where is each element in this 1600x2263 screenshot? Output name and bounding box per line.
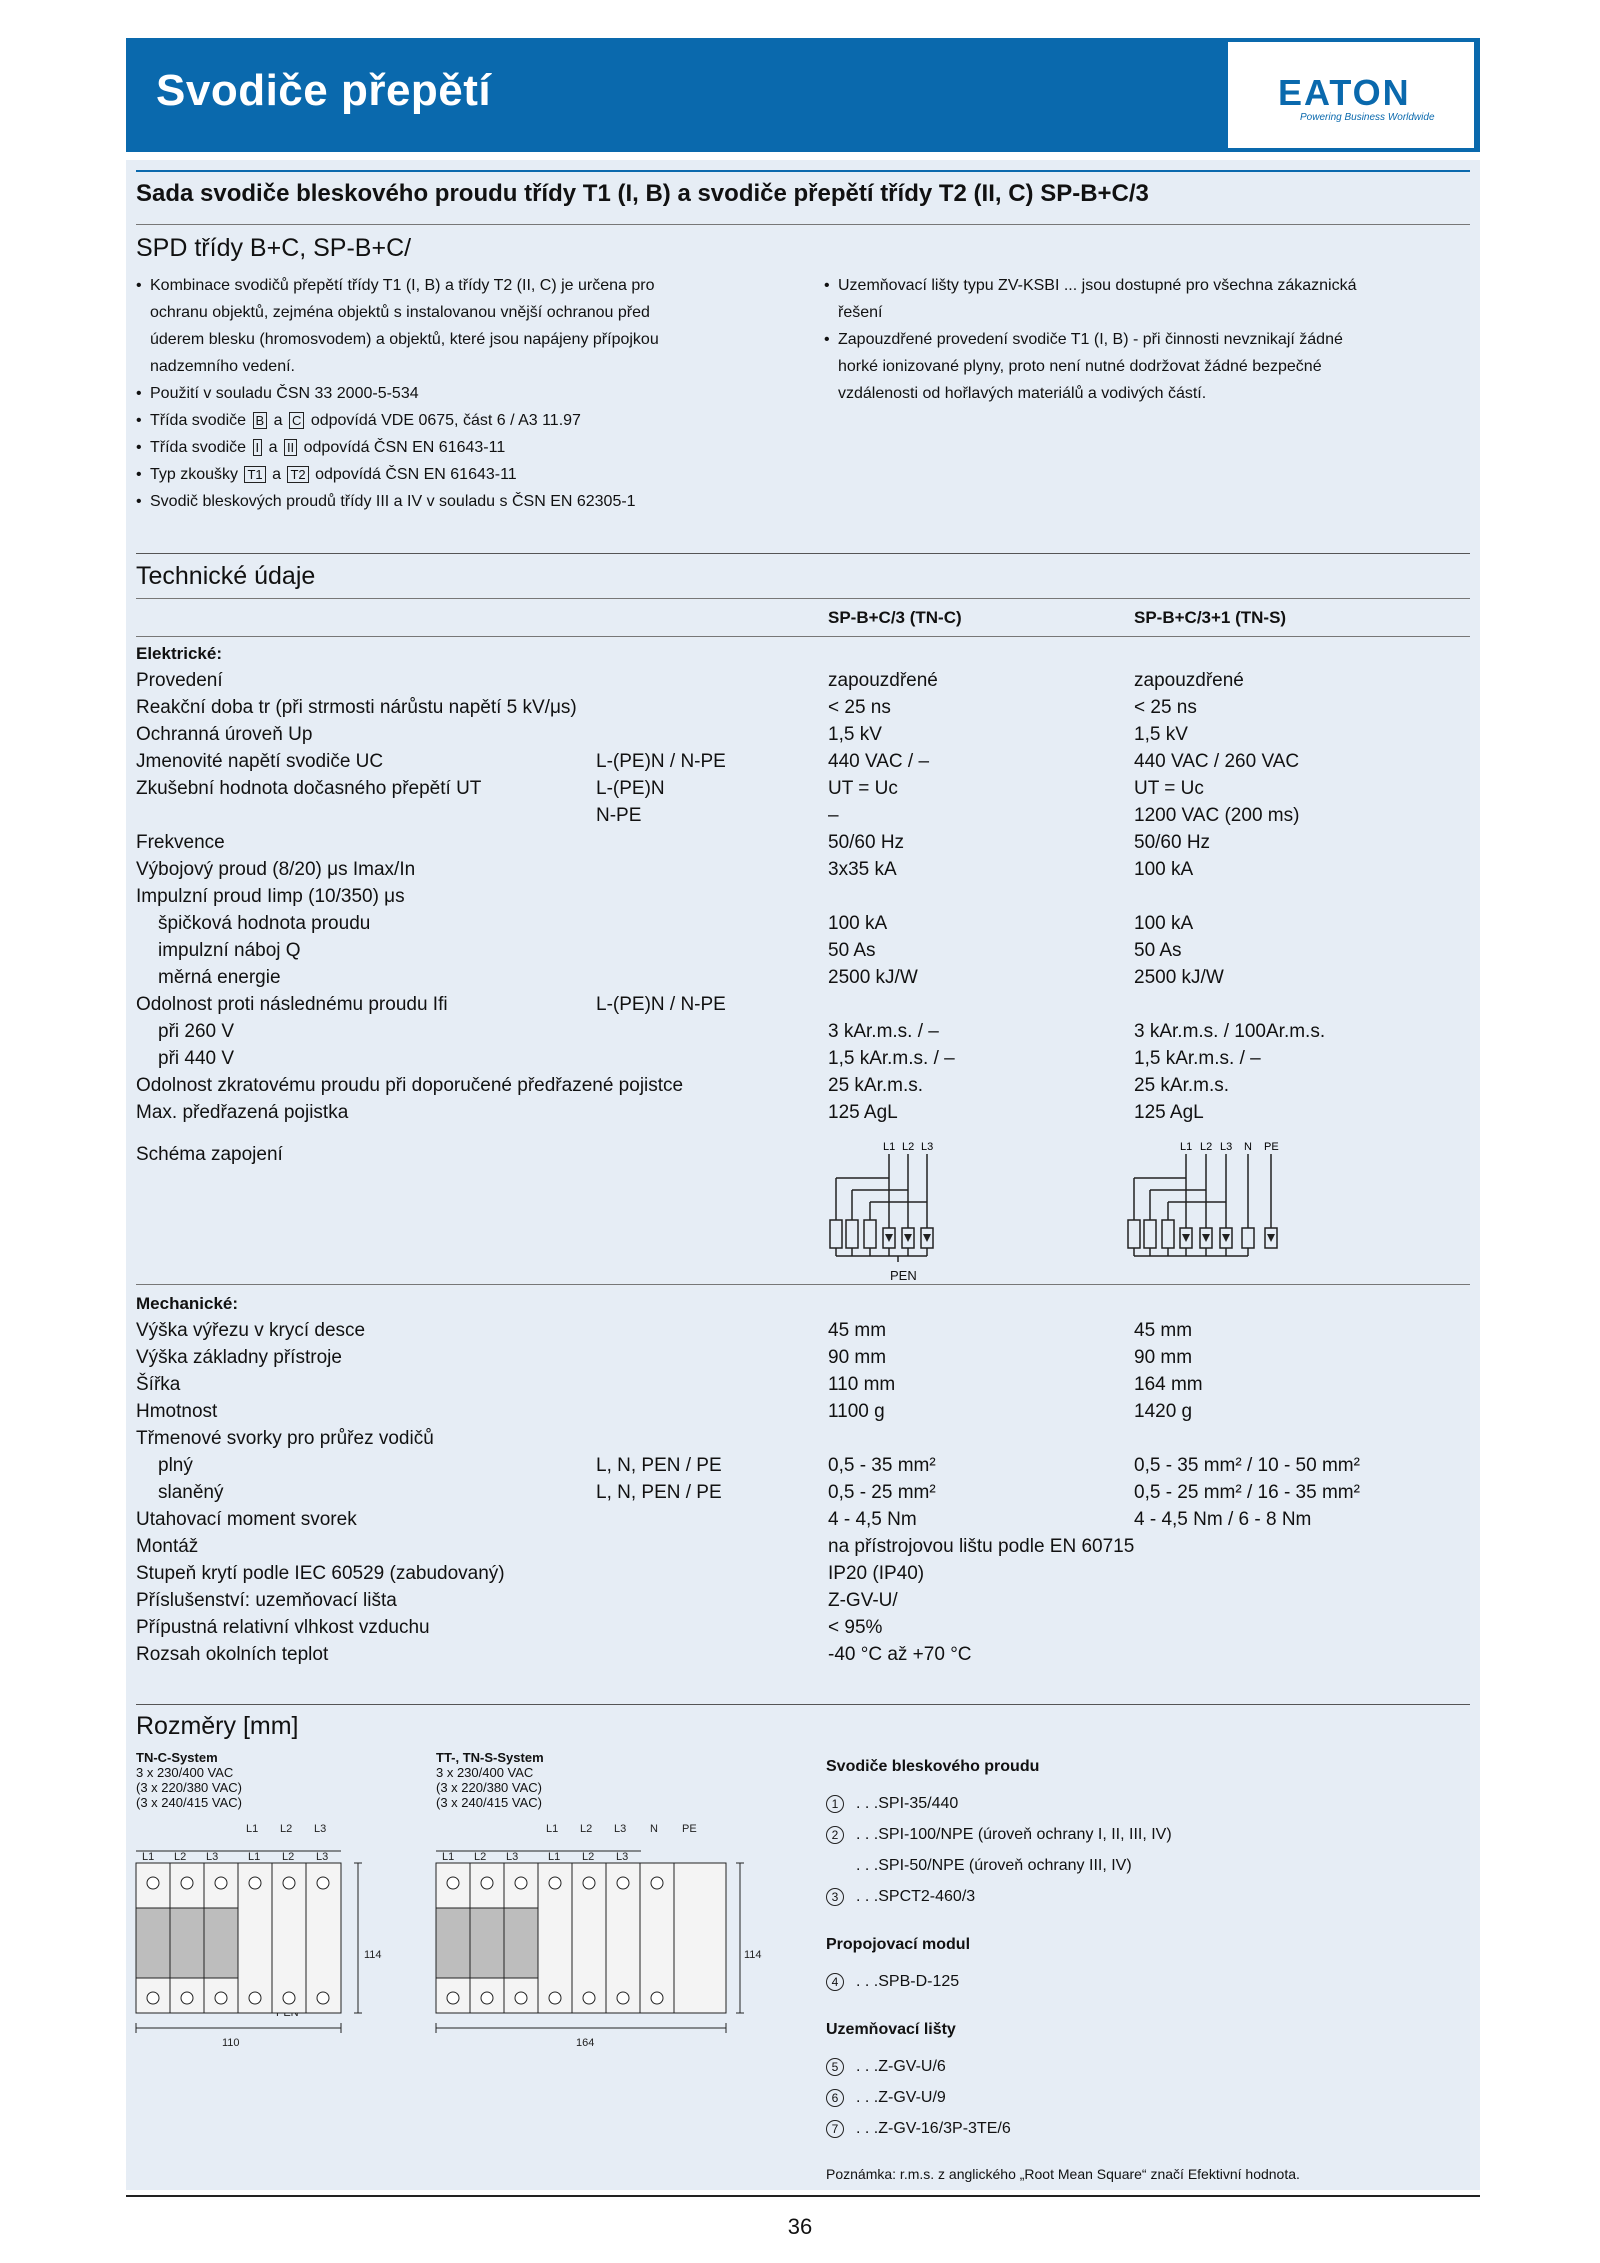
table-row <box>136 1099 1470 1126</box>
electrical-spec-table <box>136 640 1470 1126</box>
legend-heading: Svodiče bleskového proudu <box>826 1758 1040 1775</box>
table-cell: 1100 g <box>828 1401 885 1422</box>
table-cell: 1,5 kV <box>1134 724 1188 745</box>
module-label: L2 <box>282 1851 295 1863</box>
table-cell: impulzní náboj Q <box>158 940 301 961</box>
height-label: 114 <box>364 1949 382 1961</box>
bullet-text: nadzemního vedení. <box>150 358 295 375</box>
table-cell: Provedení <box>136 670 223 691</box>
legend-item <box>826 1819 1456 1850</box>
module-label: L1 <box>442 1851 455 1863</box>
table-cell: < 25 ns <box>1134 697 1197 718</box>
divider <box>136 1284 1470 1285</box>
table-cell: < 25 ns <box>828 697 891 718</box>
table-cell: Utahovací moment svorek <box>136 1509 357 1530</box>
table-cell: slaněný <box>158 1482 224 1503</box>
legend-text: . . .Z-GV-U/6 <box>856 2058 946 2075</box>
system-name: TN-C-System <box>136 1750 218 1765</box>
eaton-logo <box>1228 42 1474 148</box>
legend-item <box>826 2051 1456 2082</box>
voltage-line: 3 x 230/400 VAC <box>436 1765 534 1780</box>
table-cell: 1,5 kV <box>828 724 882 745</box>
dimension-drawing-tn-c <box>126 1818 426 2083</box>
top-label: L1 <box>546 1823 559 1835</box>
table-cell: Přípustná relativní vlhkost vzduchu <box>136 1617 430 1638</box>
table-cell: 0,5 - 25 mm² <box>828 1482 936 1503</box>
legend-item <box>826 1788 1456 1819</box>
page-number: 36 <box>787 2214 813 2239</box>
table-cell: 125 AgL <box>1134 1102 1204 1123</box>
table-cell: 164 mm <box>1134 1374 1203 1395</box>
table-cell: L, N, PEN / PE <box>596 1482 722 1503</box>
table-cell: plný <box>158 1455 193 1476</box>
class-box: B <box>253 412 268 429</box>
module-label: L2 <box>474 1851 487 1863</box>
class-box: C <box>289 412 304 429</box>
voltage-line: 3 x 230/400 VAC <box>136 1765 234 1780</box>
pen-label: PEN <box>890 1268 917 1283</box>
line-label: N <box>1244 1141 1252 1153</box>
table-cell: 0,5 - 25 mm² / 16 - 35 mm² <box>1134 1482 1360 1503</box>
table-cell: při 440 V <box>158 1048 235 1069</box>
feature-list-right <box>824 272 1464 407</box>
legend-text: . . .Z-GV-16/3P-3TE/6 <box>856 2120 1011 2137</box>
list-item <box>136 380 796 407</box>
bullet-text: a <box>268 439 278 456</box>
table-row <box>136 1533 1470 1560</box>
section-rule <box>136 1704 1470 1705</box>
line-label: L1 <box>883 1141 896 1153</box>
module-label: L2 <box>174 1851 187 1863</box>
table-cell: Odolnost zkratovému proudu při doporučené předřazené pojistce <box>136 1075 684 1096</box>
table-cell: 45 mm <box>828 1320 887 1341</box>
mechanical-rows <box>136 1317 1470 1668</box>
table-cell: Max. předřazená pojistka <box>136 1102 349 1123</box>
table-row <box>136 1560 1470 1587</box>
bullet-text: horké ionizované plyny, proto není nutné dodržovat žádné bezpečné <box>838 358 1322 375</box>
table-cell: N-PE <box>596 805 642 826</box>
table-cell: UT = Uc <box>828 778 898 799</box>
module-label: L1 <box>142 1851 155 1863</box>
table-cell: špičková hodnota proudu <box>158 913 371 934</box>
top-label: L1 <box>246 1823 259 1835</box>
system-name: TT-, TN-S-System <box>436 1750 544 1765</box>
list-item <box>824 326 1464 407</box>
table-cell: 1200 VAC (200 ms) <box>1134 805 1300 826</box>
table-row <box>136 1452 1470 1479</box>
table-cell: 50 As <box>828 940 876 961</box>
legend-heading: Uzemňovací lišty <box>826 2021 956 2038</box>
table-cell: Hmotnost <box>136 1401 218 1422</box>
module-label: L3 <box>206 1851 219 1863</box>
table-cell: Šířka <box>136 1374 181 1395</box>
group-label <box>136 1290 1470 1317</box>
table-cell: 1,5 kAr.m.s. / – <box>1134 1048 1261 1069</box>
table-row <box>136 694 1470 721</box>
table-row <box>136 1317 1470 1344</box>
table-row <box>136 1425 1470 1452</box>
list-item <box>824 272 1464 326</box>
top-rule <box>136 170 1470 172</box>
bullet-text: Svodič bleskových proudů třídy III a IV v souladu s ČSN EN 62305-1 <box>150 493 636 510</box>
product-subheading: SPD třídy B+C, SP-B+C/ <box>136 234 412 262</box>
column-header-2: SP-B+C/3+1 (TN-S) <box>1134 608 1287 627</box>
table-row <box>136 1506 1470 1533</box>
divider <box>136 224 1470 225</box>
line-label: L3 <box>1220 1141 1233 1153</box>
table-row <box>136 1641 1470 1668</box>
top-label: L2 <box>280 1823 293 1835</box>
line-label: PE <box>1264 1141 1279 1153</box>
product-heading: Sada svodiče bleskového proudu třídy T1 (I, B) a svodiče přepětí třídy T2 (II, C) SP-B+C/3 <box>136 180 1149 207</box>
module-label: L1 <box>548 1851 561 1863</box>
table-cell: 45 mm <box>1134 1320 1193 1341</box>
table-cell: 1,5 kAr.m.s. / – <box>828 1048 955 1069</box>
table-cell: 440 VAC / 260 VAC <box>1134 751 1300 772</box>
column-header-1: SP-B+C/3 (TN-C) <box>828 608 962 627</box>
table-row <box>136 910 1470 937</box>
table-cell: 3 kAr.m.s. / – <box>828 1021 939 1042</box>
table-row <box>136 829 1470 856</box>
table-cell: Reakční doba tr (při strmosti nárůstu napětí 5 kV/μs) <box>136 697 577 718</box>
module-label: L1 <box>248 1851 261 1863</box>
footnote: Poznámka: r.m.s. z anglického „Root Mean Square“ značí Efektivní hodnota. <box>826 2166 1300 2182</box>
list-item <box>136 272 796 380</box>
table-row <box>136 856 1470 883</box>
table-cell: < 95% <box>828 1617 883 1638</box>
divider <box>136 598 1470 599</box>
table-cell: 110 mm <box>828 1374 896 1395</box>
group-title: Elektrické: <box>136 644 222 663</box>
list-item <box>136 434 796 461</box>
table-cell: Ochranná úroveň Up <box>136 724 313 745</box>
module-label: L3 <box>506 1851 519 1863</box>
legend-item <box>826 2113 1456 2144</box>
legend-text: . . .SPCT2-460/3 <box>856 1888 976 1905</box>
mechanical-spec-table <box>136 1290 1470 1668</box>
section-rule <box>136 553 1470 554</box>
dimension-drawing-tn-s <box>426 1818 766 2083</box>
table-cell: zapouzdřené <box>828 670 938 691</box>
top-label: L3 <box>614 1823 627 1835</box>
callout-number: 3 <box>826 1888 844 1906</box>
bullet-text: Zapouzdřené provedení svodiče T1 (I, B) - při činnosti nevznikají žádné <box>838 331 1343 348</box>
line-label: L2 <box>1200 1141 1213 1153</box>
top-label: PE <box>682 1823 697 1835</box>
callout-number: 4 <box>826 1973 844 1991</box>
table-row <box>136 775 1470 802</box>
module-label: L3 <box>316 1851 329 1863</box>
legend-item <box>826 1966 1456 1997</box>
bullet-text: odpovídá ČSN EN 61643-11 <box>303 439 506 456</box>
module-label: L3 <box>616 1851 629 1863</box>
voltage-line: (3 x 240/415 VAC) <box>436 1795 542 1810</box>
table-cell: na přístrojovou lištu podle EN 60715 <box>828 1536 1135 1557</box>
dim1-caption <box>136 1750 242 1810</box>
table-row <box>136 937 1470 964</box>
legend-text: . . .SPB-D-125 <box>856 1973 960 1990</box>
table-cell: 25 kAr.m.s. <box>828 1075 924 1096</box>
table-cell: 3 kAr.m.s. / 100Ar.m.s. <box>1134 1021 1326 1042</box>
legend-text: . . .SPI-35/440 <box>856 1795 959 1812</box>
content-panel <box>126 160 1480 2190</box>
class-box: I <box>253 439 263 456</box>
table-cell: 100 kA <box>1134 859 1194 880</box>
table-row <box>136 721 1470 748</box>
table-cell: Odolnost proti následnému proudu Ifi <box>136 994 448 1015</box>
header-banner <box>126 38 1480 152</box>
group-title: Mechanické: <box>136 1294 239 1313</box>
callout-number: 1 <box>826 1795 844 1813</box>
table-cell: 50/60 Hz <box>1134 832 1211 853</box>
table-row <box>136 1371 1470 1398</box>
table-cell: 2500 kJ/W <box>828 967 918 988</box>
table-cell: 440 VAC / – <box>828 751 930 772</box>
table-cell: Zkušební hodnota dočasného přepětí UT <box>136 778 482 799</box>
table-cell: L-(PE)N / N-PE <box>596 994 726 1015</box>
bullet-text: řešení <box>838 304 883 321</box>
voltage-line: (3 x 220/380 VAC) <box>136 1780 242 1795</box>
dim2-caption <box>436 1750 544 1810</box>
table-row <box>136 1045 1470 1072</box>
voltage-line: (3 x 240/415 VAC) <box>136 1795 242 1810</box>
bullet-text: Kombinace svodičů přepětí třídy T1 (I, B) a třídy T2 (II, C) je určena pro <box>150 277 655 294</box>
class-box: T1 <box>244 466 265 483</box>
table-cell: 4 - 4,5 Nm / 6 - 8 Nm <box>1134 1509 1312 1530</box>
bullet-text: Třída svodiče <box>150 439 247 456</box>
table-cell: Výška základny přístroje <box>136 1347 342 1368</box>
table-cell: 50 As <box>1134 940 1182 961</box>
page-title: Svodiče přepětí <box>156 66 492 115</box>
table-cell: Montáž <box>136 1536 199 1557</box>
table-cell: 1420 g <box>1134 1401 1193 1422</box>
table-cell: UT = Uc <box>1134 778 1204 799</box>
table-cell: 0,5 - 35 mm² / 10 - 50 mm² <box>1134 1455 1360 1476</box>
table-row <box>136 1018 1470 1045</box>
schema-diagram-tn-s <box>1126 1138 1306 1268</box>
schema-label: Schéma zapojení <box>136 1144 283 1165</box>
electrical-rows <box>136 667 1470 1126</box>
bullet-text: odpovídá VDE 0675, část 6 / A3 11.97 <box>310 412 581 429</box>
legend-heading: Propojovací modul <box>826 1936 971 1953</box>
table-cell: IP20 (IP40) <box>828 1563 925 1584</box>
bullet-text: Typ zkoušky <box>150 466 239 483</box>
table-cell: 2500 kJ/W <box>1134 967 1224 988</box>
table-cell: Z-GV-U/ <box>828 1590 898 1611</box>
footer-rule <box>126 2195 1480 2197</box>
table-cell: měrná energie <box>158 967 281 988</box>
table-cell: 0,5 - 35 mm² <box>828 1455 936 1476</box>
table-cell: 90 mm <box>1134 1347 1193 1368</box>
table-row <box>136 667 1470 694</box>
table-cell: 90 mm <box>828 1347 887 1368</box>
bullet-text: úderem blesku (hromosvodem) a objektů, které jsou napájeny přípojkou <box>150 331 659 348</box>
line-label: L3 <box>921 1141 934 1153</box>
table-cell: při 260 V <box>158 1021 235 1042</box>
table-cell: 3x35 kA <box>828 859 897 880</box>
callout-number: 7 <box>826 2120 844 2138</box>
bullet-text: odpovídá ČSN EN 61643-11 <box>315 466 517 483</box>
table-cell: Stupeň krytí podle IEC 60529 (zabudovaný) <box>136 1563 505 1584</box>
line-label: L1 <box>1180 1141 1193 1153</box>
table-row <box>136 964 1470 991</box>
module-label: L2 <box>582 1851 595 1863</box>
dimensions-title: Rozměry [mm] <box>136 1712 299 1740</box>
table-cell: -40 °C až +70 °C <box>828 1644 972 1665</box>
logo-wordmark: EATON <box>1278 72 1411 113</box>
table-row <box>136 1398 1470 1425</box>
table-cell: 4 - 4,5 Nm <box>828 1509 917 1530</box>
table-cell: L-(PE)N / N-PE <box>596 751 726 772</box>
table-cell: L-(PE)N <box>596 778 665 799</box>
list-item <box>136 461 796 488</box>
table-cell: 100 kA <box>828 913 888 934</box>
line-label: L2 <box>902 1141 915 1153</box>
schema-diagram-tn-c <box>826 1138 976 1268</box>
legend-item <box>826 1881 1456 1912</box>
voltage-line: (3 x 220/380 VAC) <box>436 1780 542 1795</box>
class-box: II <box>284 439 297 456</box>
divider <box>136 636 1470 637</box>
feature-list-left <box>136 272 796 515</box>
table-row <box>136 991 1470 1018</box>
list-item <box>136 488 796 515</box>
bullet-text: a <box>272 466 282 483</box>
parts-legend <box>826 1758 1456 2144</box>
class-box: T2 <box>287 466 308 483</box>
bullet-text: Použití v souladu ČSN 33 2000-5-534 <box>150 385 419 402</box>
legend-text: . . .Z-GV-U/9 <box>856 2089 946 2106</box>
callout-number: 5 <box>826 2058 844 2076</box>
table-cell: L, N, PEN / PE <box>596 1455 722 1476</box>
table-row <box>136 1479 1470 1506</box>
table-row <box>136 1614 1470 1641</box>
table-cell: – <box>828 805 839 826</box>
top-label: L2 <box>580 1823 593 1835</box>
table-row <box>136 1072 1470 1099</box>
callout-number: 6 <box>826 2089 844 2107</box>
bullet-text: a <box>273 412 283 429</box>
logo-tagline: Powering Business Worldwide <box>1300 112 1435 123</box>
table-row <box>136 883 1470 910</box>
table-row <box>136 1344 1470 1371</box>
table-cell: Příslušenství: uzemňovací lišta <box>136 1590 397 1611</box>
table-row <box>136 802 1470 829</box>
legend-item <box>826 1850 1456 1881</box>
table-cell: 125 AgL <box>828 1102 898 1123</box>
bullet-text: Třída svodiče <box>150 412 247 429</box>
bullet-text: Uzemňovací lišty typu ZV-KSBI ... jsou dostupné pro všechna zákaznická <box>838 277 1357 294</box>
width-label: 164 <box>576 2037 595 2049</box>
table-cell: Výška výřezu v krycí desce <box>136 1320 366 1341</box>
table-cell: Rozsah okolních teplot <box>136 1644 329 1665</box>
legend-text: . . .SPI-100/NPE (úroveň ochrany I, II, III, IV) <box>856 1826 1172 1843</box>
bullet-text: vzdálenosti od hořlavých materiálů a vodivých částí. <box>838 385 1207 402</box>
list-item <box>136 407 796 434</box>
bullet-text: ochranu objektů, zejména objektů s instalovanou vnější ochranou před <box>150 304 650 321</box>
width-label: 110 <box>222 2037 240 2049</box>
table-cell: 25 kAr.m.s. <box>1134 1075 1230 1096</box>
legend-text: . . .SPI-50/NPE (úroveň ochrany III, IV) <box>856 1857 1132 1874</box>
tech-title: Technické údaje <box>136 562 316 590</box>
table-cell: Jmenovité napětí svodiče UC <box>136 751 384 772</box>
table-cell: Frekvence <box>136 832 225 853</box>
table-row <box>136 1587 1470 1614</box>
height-label: 114 <box>744 1949 762 1961</box>
top-label: L3 <box>314 1823 327 1835</box>
table-cell: 100 kA <box>1134 913 1194 934</box>
table-cell: zapouzdřené <box>1134 670 1244 691</box>
top-label: N <box>650 1823 658 1835</box>
table-cell: Impulzní proud Iimp (10/350) μs <box>136 886 405 907</box>
group-label <box>136 640 1470 667</box>
callout-number: 2 <box>826 1826 844 1844</box>
table-cell: Výbojový proud (8/20) μs Imax/In <box>136 859 416 880</box>
table-row <box>136 748 1470 775</box>
legend-item <box>826 2082 1456 2113</box>
table-cell: Třmenové svorky pro průřez vodičů <box>136 1428 434 1449</box>
table-cell: 50/60 Hz <box>828 832 905 853</box>
